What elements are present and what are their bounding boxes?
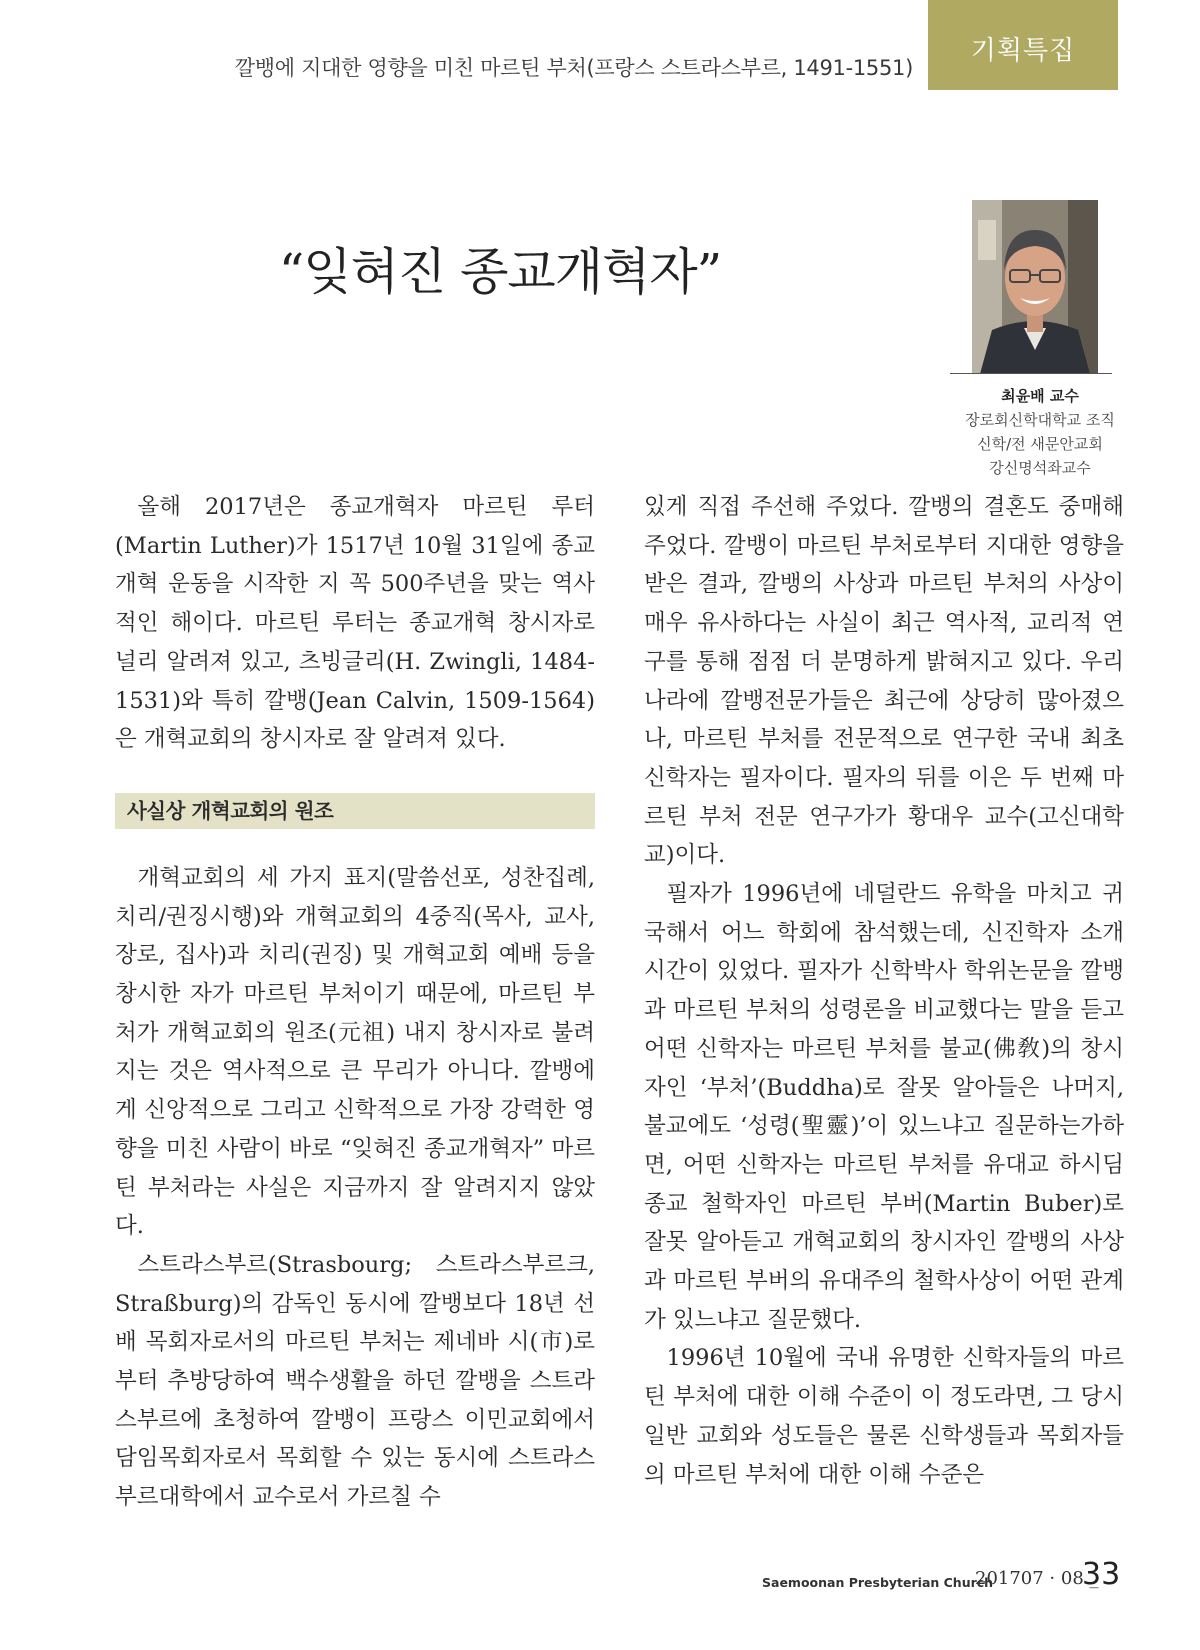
author-name: 최윤배 교수	[1001, 387, 1079, 405]
photo-divider	[950, 373, 1112, 374]
article-title: “잊혀진 종교개혁자”	[278, 243, 722, 301]
body-paragraph: 있게 직접 주선해 주었다. 깔뱅의 결혼도 중매해 주었다. 깔뱅이 마르틴 부처로부터 지대한 영향을 받은 결과, 깔뱅의 사상과 마르틴 부처의 사상이 매우 유사하다는 사실이 최근 역사적, 교리적 연구를 통해 점점 더 분명하게 밝혀지고 있다. 우리나라에 깔뱅전문가들은 최근에 상당히 많아졌으나, 마르틴 부처를 전문적으로 연구한 국내 최초 신학자는 필자이다. 필자의 뒤를 이은 두 번째 마르틴 부처 전문 연구가가 황대우 교수(고신대학교)이다.	[644, 494, 1124, 869]
section-tag	[928, 0, 1118, 90]
body-paragraph: 필자가 1996년에 네덜란드 유학을 마치고 귀국해서 어느 학회에 참석했는데, 신진학자 소개 시간이 있었다. 필자가 신학박사 학위논문을 깔뱅과 마르틴 부처의 성령론을 비교했다는 말을 듣고 어떤 신학자는 마르틴 부처를 불교(佛敎)의 창시자인 ‘부처’(Buddha)로 잘못 알아들은 나머지, 불교에도 ‘성령(聖靈)’이 있느냐고 질문하는가하면, 어떤 신학자는 마르틴 부처를 유대교 하시딤 종교 철학자인 마르틴 부버(Martin Buber)로 잘못 알아듣고 개혁교회의 창시자인 깔뱅의 사상과 마르틴 부버의 유대주의 철학사상이 어떤 관계가 있느냐고 질문했다.	[644, 881, 1124, 1333]
left-column	[115, 488, 595, 1517]
body-paragraph: 개혁교회의 세 가지 표지(말씀선포, 성찬집례, 치리/권징시행)와 개혁교회의 4중직(목사, 교사, 장로, 집사)과 치리(권징) 및 개혁교회 예배 등을 창시한 자가 마르틴 부처이기 때문에, 마르틴 부처가 개혁교회의 원조(元祖) 내지 창시자로 불려지는 것은 역사적으로 큰 무리가 아니다. 깔뱅에게 신앙적으로 그리고 신학적으로 가장 강력한 영향을 미친 사람이 바로 “잊혀진 종교개혁자” 마르틴 부처라는 사실은 지금까지 잘 알려지지 않았다.	[115, 864, 595, 1240]
intro-paragraph: 올해 2017년은 종교개혁자 마르틴 루터(Martin Luther)가 1517년 10월 31일에 종교개혁 운동을 시작한 지 꼭 500주년을 맞는 역사적인 해이다. 마르틴 루터는 종교개혁 창시자로 널리 알려져 있고, 츠빙글리(H. Zwingli, 1484-1531)와 특히 깔뱅(Jean Calvin, 1509-1564)은 개혁교회의 창시자로 잘 알려져 있다.	[115, 494, 595, 753]
footer-issue: 201707 · 08 _	[975, 1568, 1099, 1589]
author-portrait-illustration	[972, 200, 1098, 374]
author-photo	[972, 200, 1098, 374]
footer-church: Saemoonan Presbyterian Church	[762, 1575, 994, 1590]
author-affiliation-line: 신학/전 새문안교회	[977, 435, 1103, 453]
subheading: 사실상 개혁교회의 원조	[115, 793, 595, 829]
author-affiliation-line: 장로회신학대학교 조직	[965, 411, 1115, 429]
author-affiliation	[930, 408, 1150, 480]
section-tag-label: 기획특집	[970, 35, 1076, 66]
body-paragraph: 1996년 10월에 국내 유명한 신학자들의 마르틴 부처에 대한 이해 수준이 이 정도라면, 그 당시 일반 교회와 성도들은 물론 신학생들과 목회자들의 마르틴 부처에 대한 이해 수준은	[644, 1345, 1124, 1488]
running-header: 깔뱅에 지대한 영향을 미친 마르틴 부처(프랑스 스트라스부르, 1491-1551)	[234, 56, 913, 80]
page-number: 33	[1082, 1557, 1121, 1592]
body-paragraph: 스트라스부르(Strasbourg; 스트라스부르크, Straßburg)의 감독인 동시에 깔뱅보다 18년 선배 목회자로서의 마르틴 부처는 제네바 시(市)로부터 추방당하여 백수생활을 하던 깔뱅을 스트라스부르에 초청하여 깔뱅이 프랑스 이민교회에서 담임목회자로서 목회할 수 있는 동시에 스트라스부르대학에서 교수로서 가르칠 수	[115, 1251, 595, 1511]
author-affiliation-line: 강신명석좌교수	[989, 459, 1091, 477]
right-column	[644, 488, 1124, 1494]
